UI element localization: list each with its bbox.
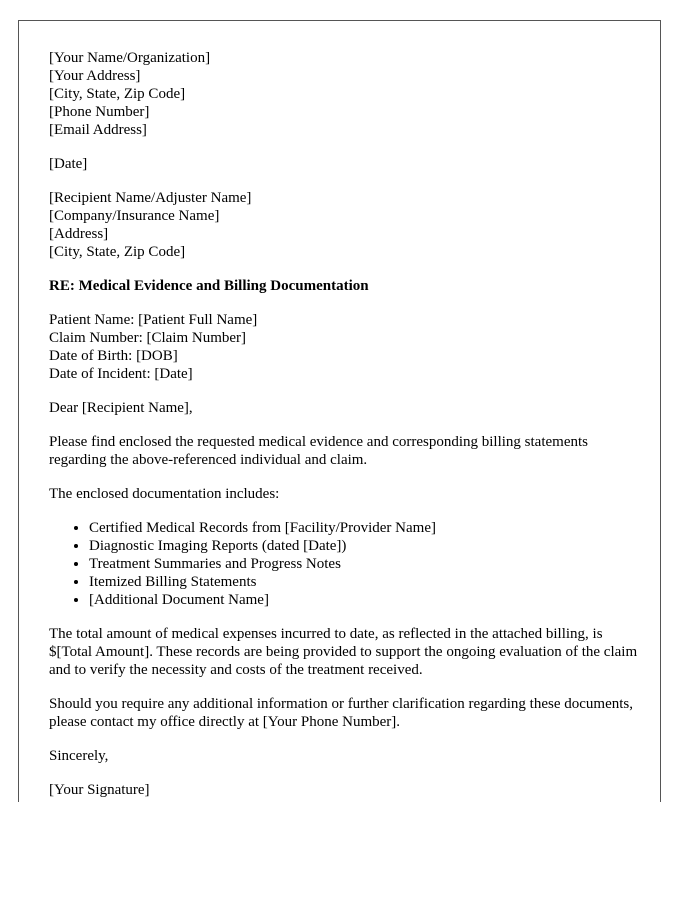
enclosure-item: • [Additional Document Name] — [89, 591, 639, 609]
closing: Sincerely, — [49, 748, 109, 764]
sender-name: [Your Name/Organization] — [49, 50, 211, 66]
recipient-city-state-zip: [City, State, Zip Code] — [49, 244, 186, 260]
recipient-name: [Recipient Name/Adjuster Name] — [49, 190, 252, 206]
enclosures-intro: The enclosed documentation includes: — [49, 486, 280, 502]
contact-paragraph: Should you require any additional information or further clarification regarding these documents, please contact my office directly at [Your Phone Number]. — [49, 696, 633, 730]
enclosure-item: • Itemized Billing Statements — [89, 573, 639, 591]
date-block — [49, 155, 639, 173]
enclosure-item: • Treatment Summaries and Progress Notes — [89, 555, 639, 573]
claim-number-line: Claim Number: [Claim Number] — [49, 330, 247, 346]
letter-date: [Date] — [49, 156, 88, 172]
recipient-address: [Address] — [49, 226, 109, 242]
sender-phone: [Phone Number] — [49, 104, 150, 120]
intro-paragraph: Please find enclosed the requested medical evidence and corresponding billing statements regarding the above-referenced individual and claim. — [49, 434, 588, 468]
sender-address: [Your Address] — [49, 68, 141, 84]
date-of-birth-line: Date of Birth: [DOB] — [49, 348, 178, 364]
salutation-block — [49, 399, 639, 417]
sender-city-state-zip: [City, State, Zip Code] — [49, 86, 186, 102]
patient-details-block — [49, 311, 639, 383]
letter-body — [49, 49, 639, 815]
subject-line: RE: Medical Evidence and Billing Documentation — [49, 278, 369, 294]
closing-block — [49, 747, 639, 765]
patient-name-line: Patient Name: [Patient Full Name] — [49, 312, 258, 328]
sender-block — [49, 49, 639, 139]
recipient-block — [49, 189, 639, 261]
salutation: Dear [Recipient Name], — [49, 400, 193, 416]
sender-email: [Email Address] — [49, 122, 147, 138]
recipient-company: [Company/Insurance Name] — [49, 208, 220, 224]
total-amount-paragraph: The total amount of medical expenses incurred to date, as reflected in the attached billing, is $[Total Amount]. These records are being provided to support the ongoing evaluation of the claim and to verify the necessity and costs of the treatment received. — [49, 626, 638, 678]
signature-block — [49, 781, 639, 799]
date-of-incident-line: Date of Incident: [Date] — [49, 366, 193, 382]
enclosure-item: • Diagnostic Imaging Reports (dated [Date]) — [89, 537, 639, 555]
signature: [Your Signature] — [49, 782, 150, 798]
enclosure-item: • Certified Medical Records from [Facility/Provider Name] — [89, 519, 639, 537]
enclosures-list — [49, 519, 639, 609]
